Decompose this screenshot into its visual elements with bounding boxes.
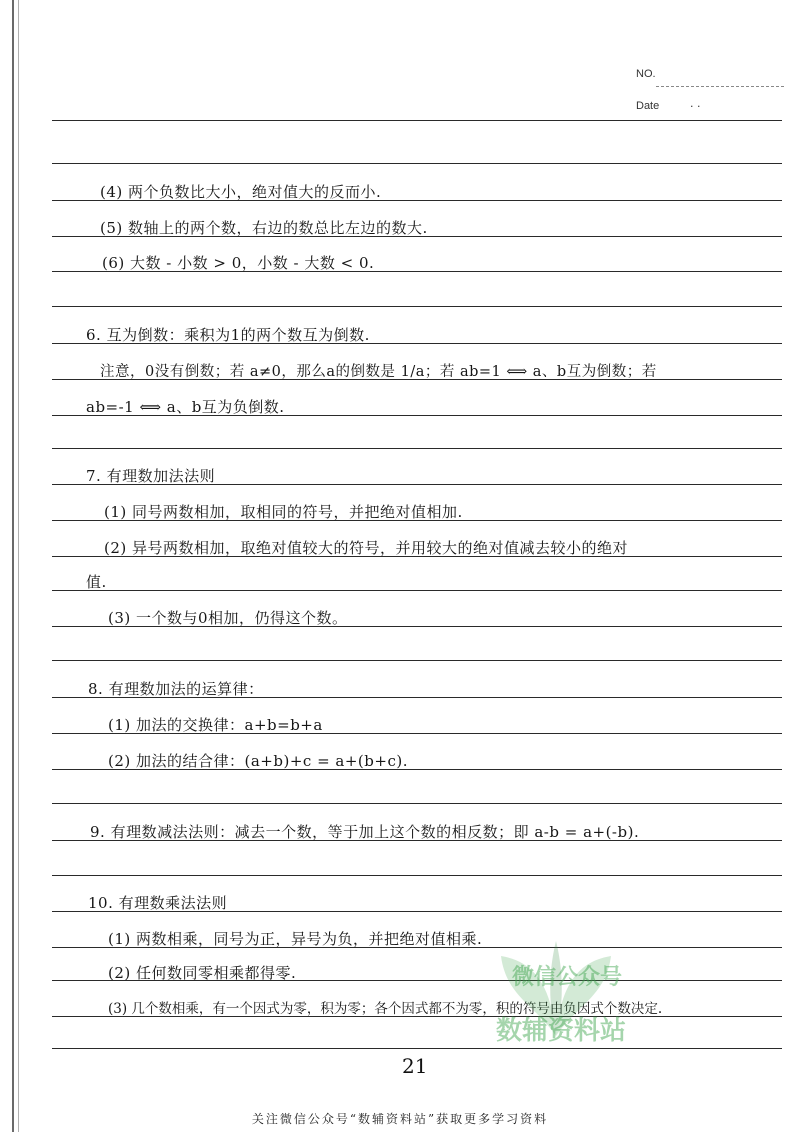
ruled-line (52, 163, 782, 164)
binding-edge (12, 0, 14, 1132)
note-line: (1) 加法的交换律：a+b=b+a (108, 716, 323, 734)
ruled-line (52, 803, 782, 804)
ruled-line (52, 590, 782, 591)
section-heading: 8. 有理数加法的运算律： (88, 680, 264, 698)
header-no-label: NO. (636, 68, 656, 80)
ruled-line (52, 306, 782, 307)
ruled-line (52, 875, 782, 876)
section-heading: 9. 有理数减法法则：减去一个数，等于加上这个数的相反数；即 a-b = a+(-b). (90, 823, 640, 841)
section-heading: 6. 互为倒数：乘积为1的两个数互为倒数. (86, 326, 370, 344)
watermark-line2: 数辅资料站 (496, 1016, 627, 1046)
ruled-line (52, 1048, 782, 1049)
ruled-line (52, 448, 782, 449)
note-line: (5) 数轴上的两个数，右边的数总比左边的数大. (100, 219, 428, 237)
note-line: 值. (86, 573, 107, 591)
ruled-line (52, 660, 782, 661)
header-date-dots: · · (690, 100, 701, 113)
header-date-label: Date (636, 100, 660, 112)
note-line: (6) 大数 - 小数 > 0，小数 - 大数 < 0. (102, 254, 375, 272)
note-line: ab=-1 ⟺ a、b互为负倒数. (86, 398, 285, 416)
note-line: (4) 两个负数比大小，绝对值大的反而小. (100, 183, 382, 201)
note-line: (3) 一个数与0相加，仍得这个数。 (108, 609, 348, 627)
note-line: (2) 加法的结合律：(a+b)+c = a+(b+c). (108, 752, 408, 770)
note-line: (1) 同号两数相加，取相同的符号，并把绝对值相加. (104, 503, 463, 521)
note-line: 注意，0没有倒数；若 a≠0，那么a的倒数是 1/a；若 ab=1 ⟺ a、b互为倒数；若 (100, 364, 657, 380)
binding-edge-shadow (18, 0, 19, 1132)
ruled-line (52, 120, 782, 121)
header-no-line (656, 86, 784, 87)
section-heading: 10. 有理数乘法法则 (88, 894, 228, 912)
page-number: 21 (402, 1054, 428, 1078)
footer-note: 关注微信公众号“数辅资料站”获取更多学习资料 (251, 1112, 549, 1126)
note-line: (3) 几个数相乘，有一个因式为零，积为零；各个因式都不为零，积的符号由负因式个数决定. (108, 1001, 663, 1017)
note-line: (1) 两数相乘，同号为正，异号为负，并把绝对值相乘. (108, 930, 483, 948)
section-heading: 7. 有理数加法法则 (86, 467, 216, 485)
note-line: (2) 任何数同零相乘都得零. (108, 964, 297, 982)
note-line: (2) 异号两数相加，取绝对值较大的符号，并用较大的绝对值减去较小的绝对 (104, 539, 629, 557)
watermark-line1: 微信公众号 (512, 965, 623, 990)
